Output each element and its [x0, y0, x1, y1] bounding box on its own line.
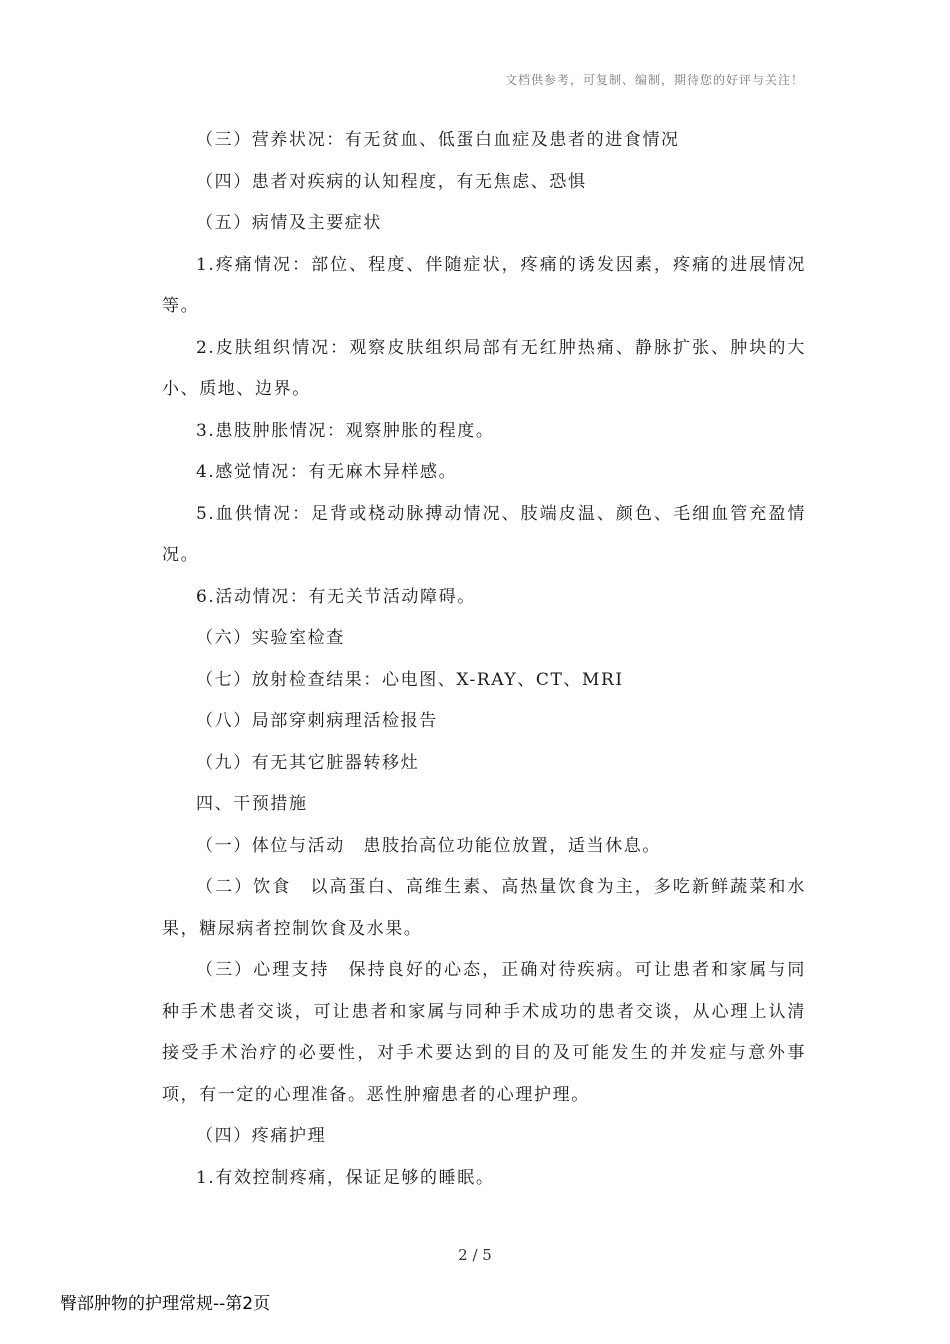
footer-title: 臀部肿物的护理常规--第2页 [60, 1294, 271, 1314]
paragraph: （一）体位与活动 患肢抬高位功能位放置，适当休息。 [196, 835, 661, 856]
paragraph: （七）放射检查结果：心电图、X-RAY、CT、MRI [196, 669, 624, 690]
paragraph: （三）心理支持 保持良好的心态，正确对待疾病。可让患者和家属与同种手术患者交谈，可让患者和家属与同种手术成功的患者交谈，从心理上认清接受手术治疗的必要性，对手术要达到的目的及可能发生的并发症与意外事项，有一定的心理准备。恶性肿瘤患者的心理护理。 [162, 960, 806, 1105]
paragraph: 6.活动情况：有无关节活动障碍。 [196, 586, 476, 607]
paragraph: 1.有效控制疼痛，保证足够的睡眠。 [196, 1167, 495, 1188]
section-heading: 四、干预措施 [196, 794, 308, 814]
header-note: 文档供参考，可复制、编制，期待您的好评与关注！ [504, 73, 804, 87]
paragraph: （三）营养状况：有无贫血、低蛋白血症及患者的进食情况 [196, 130, 680, 150]
paragraph: 1.疼痛情况：部位、程度、伴随症状，疼痛的诱发因素，疼痛的进展情况等。 [162, 254, 806, 316]
document-body [162, 120, 806, 1199]
paragraph: （四）疼痛护理 [196, 1126, 327, 1146]
paragraph: 2.皮肤组织情况：观察皮肤组织局部有无红肿热痛、静脉扩张、肿块的大小、质地、边界。 [162, 337, 806, 399]
page-number: 2 / 5 [458, 1246, 492, 1264]
paragraph: （四）患者对疾病的认知程度，有无焦虑、恐惧 [196, 171, 587, 192]
paragraph: 3.患肢肿胀情况：观察肿胀的程度。 [196, 420, 495, 441]
paragraph: （九）有无其它脏器转移灶 [196, 752, 420, 773]
paragraph: （五）病情及主要症状 [196, 213, 382, 233]
paragraph: （八）局部穿刺病理活检报告 [196, 711, 438, 731]
paragraph: 5.血供情况：足背或桡动脉搏动情况、肢端皮温、颜色、毛细血管充盈情况。 [162, 503, 806, 565]
paragraph: （六）实验室检查 [196, 628, 345, 648]
paragraph: （二）饮食 以高蛋白、高维生素、高热量饮食为主，多吃新鲜蔬菜和水果，糖尿病者控制饮食及水果。 [162, 877, 806, 939]
paragraph: 4.感觉情况：有无麻木异样感。 [196, 462, 458, 482]
